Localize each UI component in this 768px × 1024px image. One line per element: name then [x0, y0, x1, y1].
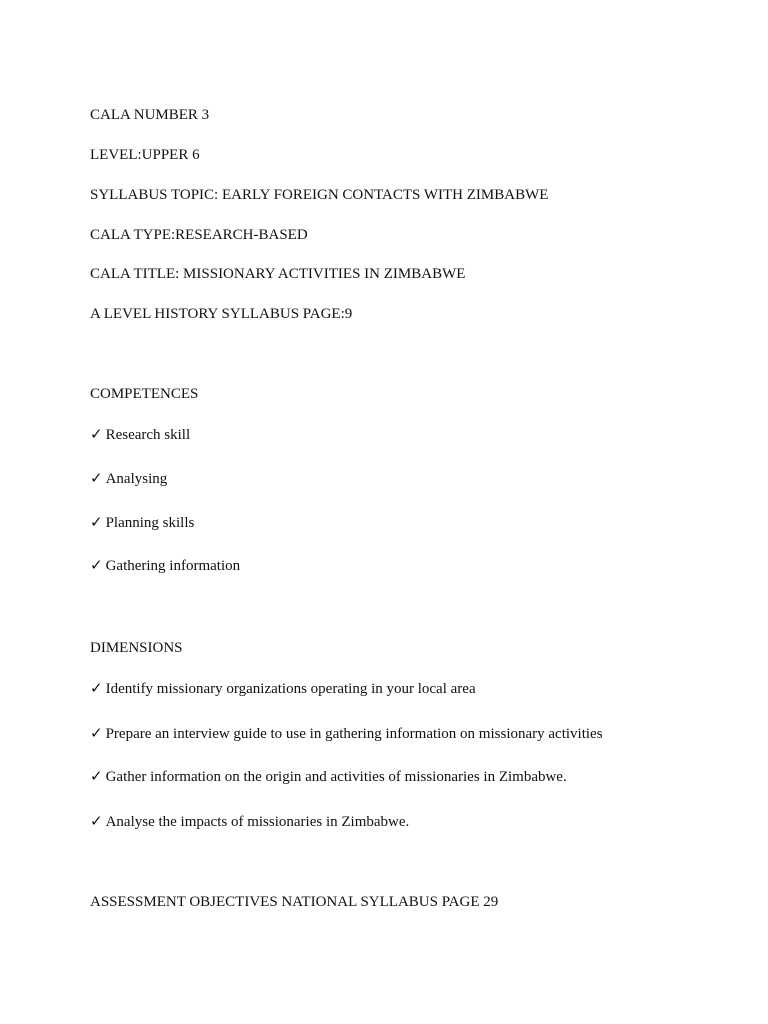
dimension-label: Prepare an interview guide to use in gathering information on missionary activities	[105, 726, 603, 742]
checkmark-icon: ✓	[90, 471, 103, 487]
cala-number: CALA NUMBER 3	[90, 107, 210, 123]
dimension-label: Identify missionary organizations operating in your local area	[105, 681, 476, 697]
competence-item	[90, 470, 167, 488]
competence-label: Planning skills	[105, 515, 195, 531]
dimension-item	[90, 680, 476, 698]
competence-item	[90, 514, 194, 532]
competence-item	[90, 426, 190, 444]
dimension-item	[90, 813, 409, 831]
cala-title: CALA TITLE: MISSIONARY ACTIVITIES IN ZIMBABWE	[90, 266, 466, 282]
competence-item	[90, 557, 240, 575]
checkmark-icon: ✓	[90, 726, 103, 742]
dimension-item	[90, 725, 603, 743]
competence-label: Analysing	[105, 471, 168, 487]
competence-label: Research skill	[105, 427, 191, 443]
dimension-item	[90, 768, 567, 786]
level: LEVEL:UPPER 6	[90, 147, 200, 163]
checkmark-icon: ✓	[90, 681, 103, 697]
dimension-label: Analyse the impacts of missionaries in Zimbabwe.	[105, 814, 410, 830]
syllabus-page: A LEVEL HISTORY SYLLABUS PAGE:9	[90, 306, 353, 322]
checkmark-icon: ✓	[90, 814, 103, 830]
competence-label: Gathering information	[105, 558, 241, 574]
competences-heading: COMPETENCES	[90, 386, 199, 402]
cala-type: CALA TYPE:RESEARCH-BASED	[90, 227, 308, 243]
checkmark-icon: ✓	[90, 558, 103, 574]
assessment-heading: ASSESSMENT OBJECTIVES NATIONAL SYLLABUS PAGE 29	[90, 894, 499, 910]
checkmark-icon: ✓	[90, 769, 103, 785]
dimension-label: Gather information on the origin and activities of missionaries in Zimbabwe.	[105, 769, 567, 785]
syllabus-topic: SYLLABUS TOPIC: EARLY FOREIGN CONTACTS WITH ZIMBABWE	[90, 187, 549, 203]
checkmark-icon: ✓	[90, 515, 103, 531]
checkmark-icon: ✓	[90, 427, 103, 443]
dimensions-heading: DIMENSIONS	[90, 640, 183, 656]
